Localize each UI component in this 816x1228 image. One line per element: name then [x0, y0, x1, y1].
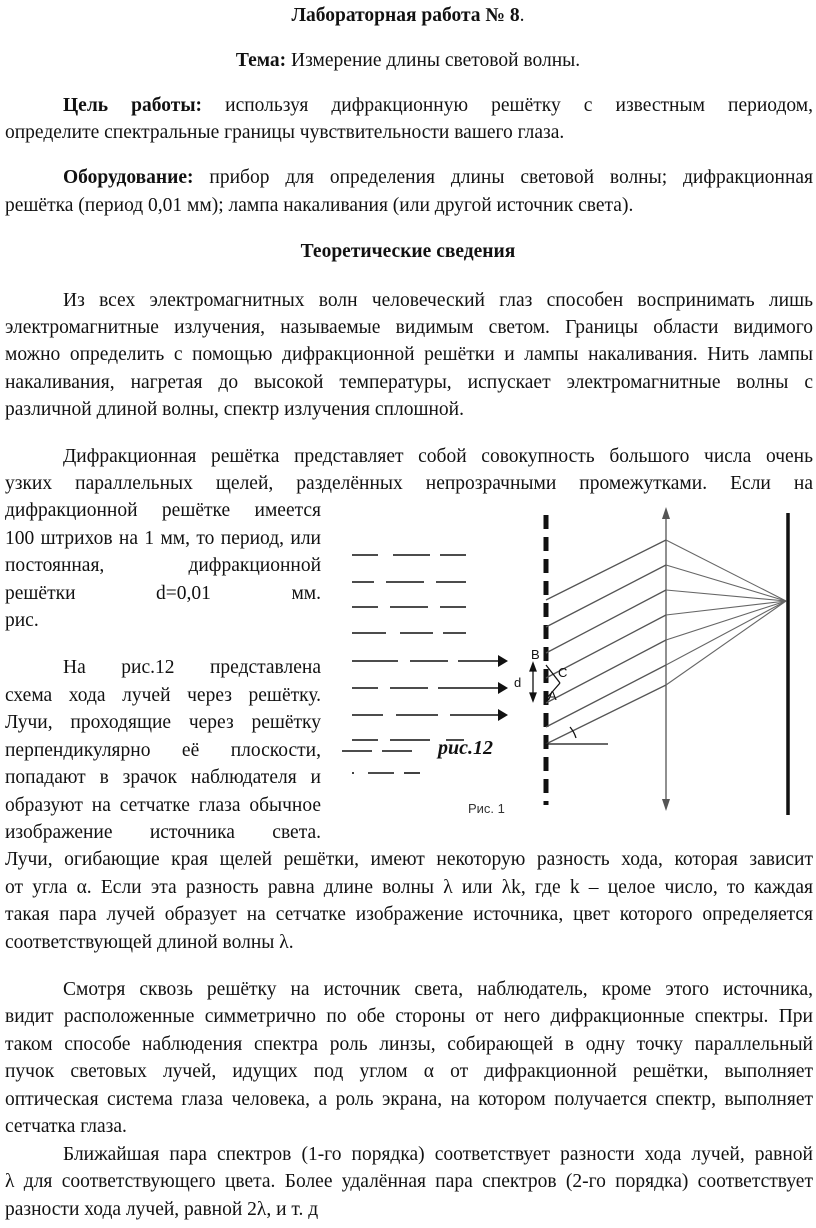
- goal-text: используя дифракционную решётку с известным периодом,: [202, 95, 813, 116]
- theory-title-text: Теоретические сведения: [300, 241, 516, 262]
- diffracted-rays: [546, 540, 666, 744]
- para3-line: изображение источника света.: [5, 822, 321, 843]
- para5-line: λ для соответствующего цвета. Более удалённая пара спектров (2-го порядка) соответствует: [5, 1171, 813, 1192]
- para3-line: перпендикулярно её плоскости,: [5, 740, 321, 761]
- topic-label: Тема:: [235, 50, 287, 71]
- angle-arc: [570, 727, 576, 738]
- para2-line: решётки d=0,01 мм.: [5, 583, 321, 604]
- topic-text: Измерение длины световой волны.: [286, 50, 581, 71]
- period-marker: [530, 663, 536, 701]
- lab-title-bold: Лабораторная работа № 8: [291, 5, 520, 26]
- equipment-text: прибор для определения длины световой волны; дифракционная: [193, 167, 813, 188]
- para1-line: Из всех электромагнитных волн человеческий глаз способен воспринимать лишь: [63, 290, 813, 311]
- para2-line: постоянная, дифракционной: [5, 555, 321, 576]
- para3-line: образуют на сетчатке глаза обычное: [5, 795, 321, 816]
- diffraction-diagram-svg: [338, 505, 816, 850]
- para3-line: от угла α. Если эта разность равна длине волны λ или λk, где k – целое число, то каждая: [5, 877, 813, 898]
- goal-line-1: [5, 92, 813, 120]
- label-a: A: [548, 688, 557, 703]
- para2-line: дифракционной решётке имеется: [5, 500, 321, 521]
- lens-arrow-up: [662, 507, 670, 519]
- para5-line: Ближайшая пара спектров (1-го порядка) соответствует разности хода лучей, равной: [63, 1144, 813, 1165]
- para5-line: разности хода лучей, равной 2λ, и т. д: [5, 1199, 319, 1220]
- para4-line: таком способе наблюдения спектра роль линзы, собирающей в одну точку параллельный: [5, 1034, 813, 1055]
- para2-line: узких параллельных щелей, разделённых непрозрачными промежутками. Если на: [5, 473, 813, 494]
- label-d: d: [514, 675, 522, 690]
- converging-rays: [666, 540, 786, 685]
- theory-title: [0, 238, 816, 266]
- para1-line: накаливания, нагретая до высокой температуры, испускает электромагнитные волны с: [5, 372, 813, 393]
- para2-line: Дифракционная решётка представляет собой совокупность большого числа очень: [63, 446, 813, 467]
- equipment-label: Оборудование:: [63, 167, 194, 188]
- equipment-line-2: решётка (период 0,01 мм); лампа накаливания (или другой источник света).: [5, 195, 634, 216]
- lens-arrow-down: [662, 799, 670, 811]
- lab-topic: [0, 47, 816, 75]
- para2-line: рис.: [5, 610, 39, 631]
- para1-line: можно определить с помощью дифракционной решётки и лампы накаливания. Нить лампы: [5, 344, 813, 365]
- label-b: B: [531, 647, 540, 662]
- para4-line: видит расположенные симметрично по обе стороны от него дифракционные спектры. При: [5, 1006, 813, 1027]
- diffraction-diagram: [338, 505, 816, 850]
- goal-label: Цель работы:: [63, 95, 203, 116]
- para4-line: пучок световых лучей, идущих под углом α от дифракционной решётки, выполняет: [5, 1061, 813, 1082]
- para3-line: На рис.12 представлена: [63, 657, 321, 678]
- label-c: C: [558, 665, 568, 680]
- para2-line: 100 штрихов на 1 мм, то период, или: [5, 528, 321, 549]
- para4-line: сетчатка глаза.: [5, 1116, 127, 1137]
- lab-title-tail: .: [519, 5, 525, 26]
- para3-line: схема хода лучей через решётку.: [5, 685, 321, 706]
- para3-line: такая пара лучей образует на сетчатке изображение источника, цвет которого определяется: [5, 904, 813, 925]
- incident-arrowheads: [498, 655, 508, 721]
- para3-line: соответствующей длиной волны λ.: [5, 932, 294, 953]
- para1-line: электромагнитные излучения, называемые видимым светом. Границы области видимого: [5, 317, 813, 338]
- para4-line: оптическая система глаза человека, а роль экрана, на котором получается спектр, выполняет: [5, 1089, 813, 1110]
- figure-caption-small: Рис. 1: [468, 801, 505, 816]
- para1-line: различной длиной волны, спектр излучения сплошной.: [5, 399, 464, 420]
- lab-title: [0, 2, 816, 30]
- para3-line: Лучи, проходящие через решётку: [5, 712, 321, 733]
- para3-line: Лучи, огибающие края щелей решётки, имеют некоторую разность хода, которая зависит: [5, 849, 813, 870]
- equipment-line-1: [5, 164, 813, 192]
- figure-caption: рис.12: [438, 737, 493, 759]
- para4-line: Смотря сквозь решётку на источник света, наблюдатель, кроме этого источника,: [63, 979, 813, 1000]
- para3-line: попадают в зрачок наблюдателя и: [5, 767, 321, 788]
- goal-line-2: определите спектральные границы чувствительности вашего глаза.: [5, 122, 565, 143]
